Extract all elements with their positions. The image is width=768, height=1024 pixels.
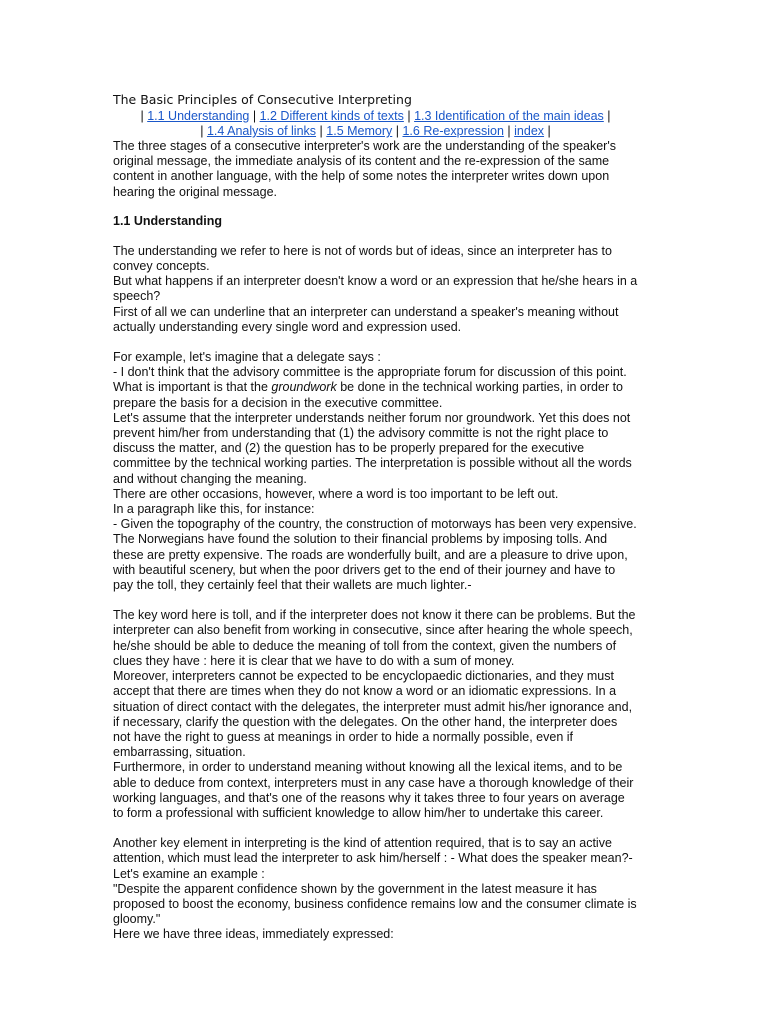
- nav-separator: |: [547, 124, 551, 138]
- paragraph: Another key element in interpreting is the kind of attention required, that is to say an active attention, which must lead the interpreter to ask him/herself : - What does the speaker mean?-: [113, 836, 633, 866]
- paragraph: Moreover, interpreters cannot be expected to be encyclopaedic dictionaries, and they must accept that there are times when they do not know a word or an idiomatic expressions. In a situation of direct contact with the delegates, the interpreter must admit his/her ignorance and, if necessary, clarify the question with the delegates. On the other hand, the interpreter does not have the right to guess at meanings in order to hide a normally possible, even if embarrassing, situation.: [113, 669, 633, 760]
- nav-link-main-ideas[interactable]: 1.3 Identification of the main ideas: [414, 109, 604, 123]
- paragraph: There are other occasions, however, where a word is too important to be left out.: [113, 486, 559, 501]
- paragraph: Furthermore, in order to understand meaning without knowing all the lexical items, and to be able to deduce from context, interpreters must in any case have a thorough knowledge of their working languages, and that's one of the reasons why it takes three to four years on average to form a professional with sufficient knowledge to allow him/her to undertake this career.: [113, 760, 634, 820]
- paragraph: Let's assume that the interpreter understands neither forum nor groundwork. Yet this does not prevent him/her from understanding that (1) the advisory committe is not the right place to discuss the matter, and (2) the question has to be properly prepared for the executive committee by the technical working parties. The interpretation is possible without all the words and without changing the meaning.: [113, 410, 632, 486]
- paragraph: - Given the topography of the country, the construction of motorways has been very expensive. The Norwegians have found the solution to their financial problems by imposing tolls. And these are pretty expensive. The roads are wonderfully built, and are a pleasure to drive upon, with beautiful scenery, but when the poor drivers get to the end of their journey and have to pay the toll, they certainly feel that their wallets are much lighter.-: [113, 517, 637, 593]
- paragraph: But what happens if an interpreter doesn't know a word or an expression that he/she hears in a speech?: [113, 274, 638, 304]
- nav-separator: |: [607, 109, 611, 123]
- paragraph: - I don't think that the advisory committee is the appropriate forum for discussion of this point.: [113, 365, 627, 380]
- intro-paragraph: The three stages of a consecutive interpreter's work are the understanding of the speaker's original message, the immediate analysis of its content and the re-expression of the same content in another language, with the help of some notes the interpreter writes down upon hearing the original message.: [113, 139, 616, 199]
- text-run: What is important is that the: [113, 380, 272, 395]
- nav-link-re-expression[interactable]: 1.6 Re-expression: [402, 124, 504, 138]
- nav-link-index[interactable]: index: [514, 124, 545, 138]
- paragraph: First of all we can underline that an interpreter can understand a speaker's meaning without actually understanding every single word and expression used.: [113, 304, 619, 334]
- paragraph: For example, let's imagine that a delegate says :: [113, 350, 381, 365]
- nav-separator: |: [140, 109, 144, 123]
- nav-link-analysis-of-links[interactable]: 1.4 Analysis of links: [206, 124, 317, 138]
- paragraph: In a paragraph like this, for instance:: [113, 502, 315, 517]
- section-nav: [113, 109, 638, 139]
- nav-link-understanding[interactable]: 1.1 Understanding: [147, 109, 250, 123]
- nav-separator: |: [507, 124, 511, 138]
- nav-link-kinds-of-texts[interactable]: 1.2 Different kinds of texts: [259, 109, 404, 123]
- nav-separator: |: [395, 124, 399, 138]
- nav-separator: |: [319, 124, 323, 138]
- nav-separator: |: [252, 109, 257, 123]
- section-heading: 1.1 Understanding: [113, 213, 223, 228]
- nav-separator: |: [407, 109, 411, 123]
- paragraph: "Despite the apparent confidence shown by the government in the latest measure it has proposed to boost the economy, business confidence remains low and the consumer climate is gloomy.": [113, 881, 637, 927]
- paragraph: Here we have three ideas, immediately expressed:: [113, 927, 394, 942]
- paragraph: [113, 380, 638, 410]
- text-run: be done in the technical working parties, in order to prepare the basis for a decision in the executive committee.: [113, 380, 624, 410]
- nav-link-memory[interactable]: 1.5 Memory: [326, 124, 393, 138]
- paragraph: Let's examine an example :: [113, 866, 265, 881]
- paragraph: The understanding we refer to here is not of words but of ideas, since an interpreter has to convey concepts.: [113, 243, 612, 274]
- nav-separator: |: [200, 124, 204, 138]
- paragraph: The key word here is toll, and if the interpreter does not know it there can be problems. But the interpreter can also benefit from working in consecutive, since after hearing the whole speech, he/she should be able to deduce the meaning of toll from the context, given the numbers of clues they have : here it is clear that we have to do with a sum of money.: [113, 608, 636, 668]
- document-title: The Basic Principles of Consecutive Interpreting: [113, 92, 412, 107]
- emphasis-term: groundwork: [271, 380, 337, 395]
